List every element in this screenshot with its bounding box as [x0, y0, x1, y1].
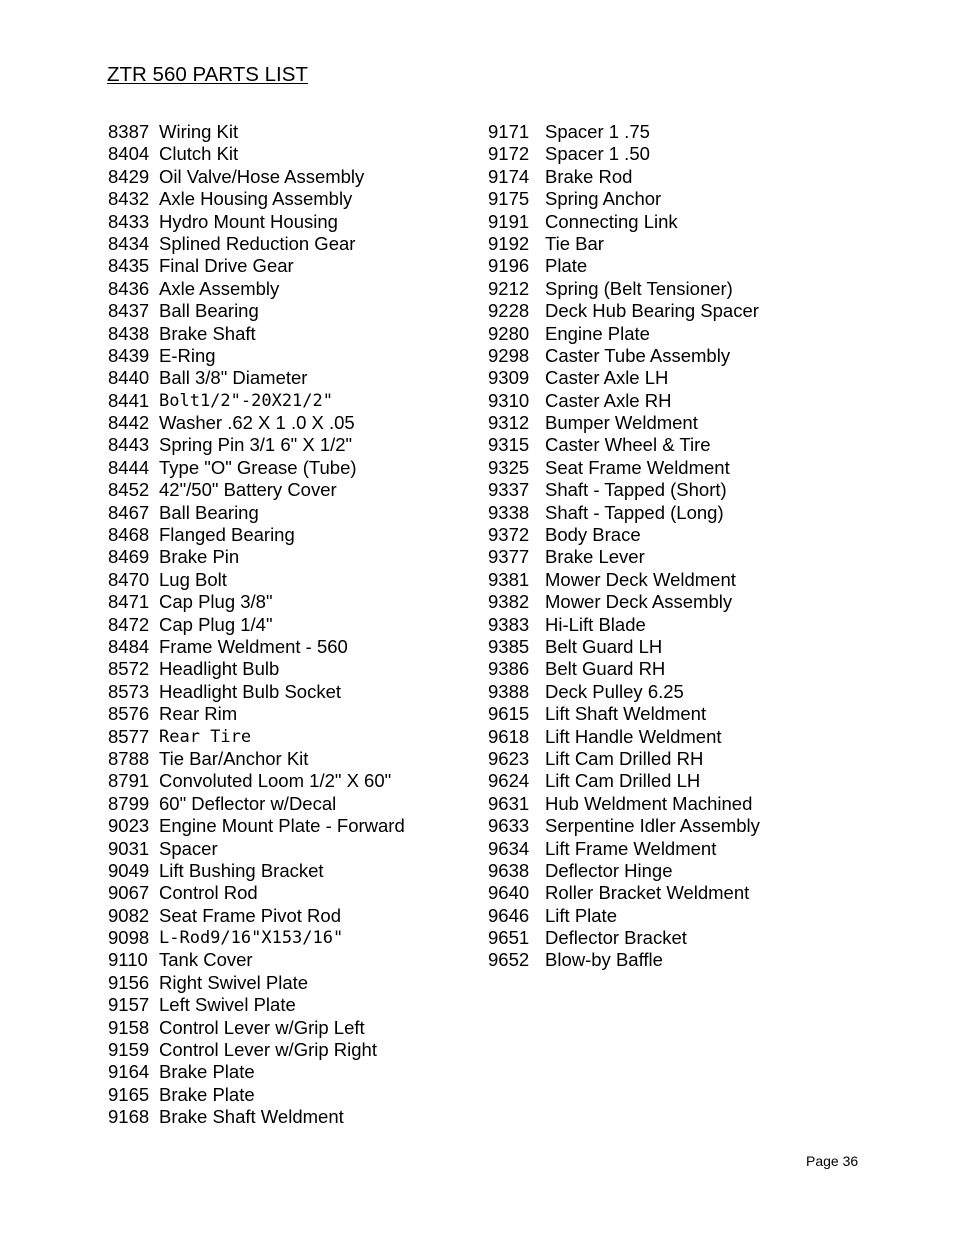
part-number: 8572 [108, 658, 150, 680]
part-number: 9280 [488, 322, 530, 344]
part-number: 8469 [108, 546, 150, 568]
part-row [108, 300, 405, 322]
part-row [108, 994, 405, 1016]
part-row [488, 748, 760, 770]
part-number: 8444 [108, 456, 150, 478]
part-row [108, 972, 405, 994]
part-number: 8433 [108, 210, 150, 232]
part-number: 9228 [488, 300, 530, 322]
part-row [108, 1106, 405, 1128]
part-row [108, 569, 405, 591]
part-row [488, 927, 760, 949]
part-number: 9158 [108, 1016, 150, 1038]
part-number: 9618 [488, 725, 530, 747]
part-description: 60" Deflector w/Decal [159, 792, 337, 814]
part-description: Control Lever w/Grip Right [159, 1039, 377, 1061]
part-row [108, 1017, 405, 1039]
part-row [108, 390, 405, 412]
part-description: Rear Rim [159, 703, 238, 725]
part-description: Bolt1/2"-20X21/2" [159, 390, 333, 411]
part-number: 8577 [108, 725, 150, 747]
part-number: 8440 [108, 367, 150, 389]
part-row [108, 793, 405, 815]
part-number: 9049 [108, 859, 150, 881]
part-number: 9623 [488, 747, 530, 769]
part-row [108, 166, 405, 188]
part-number: 9372 [488, 524, 530, 546]
part-number: 8438 [108, 322, 150, 344]
part-description: Shaft - Tapped (Long) [545, 501, 724, 523]
part-row [488, 681, 760, 703]
part-row [488, 569, 760, 591]
part-number: 8435 [108, 255, 150, 277]
part-description: Headlight Bulb Socket [159, 680, 342, 702]
part-description: Caster Wheel & Tire [545, 434, 711, 456]
part-description: Hub Weldment Machined [545, 792, 753, 814]
part-row [488, 591, 760, 613]
part-number: 9082 [108, 904, 150, 926]
part-number: 9381 [488, 568, 530, 590]
part-number: 9651 [488, 927, 530, 949]
part-number: 8470 [108, 568, 150, 590]
part-row [108, 927, 405, 949]
part-row [108, 658, 405, 680]
part-row [108, 905, 405, 927]
part-description: Oil Valve/Hose Assembly [159, 165, 365, 187]
part-number: 9310 [488, 389, 530, 411]
part-number: 9156 [108, 971, 150, 993]
part-row [108, 681, 405, 703]
part-number: 9624 [488, 770, 530, 792]
part-row [108, 457, 405, 479]
parts-list-right-column [488, 121, 760, 972]
part-number: 8429 [108, 165, 150, 187]
part-description: Roller Bracket Weldment [545, 882, 750, 904]
part-row [108, 524, 405, 546]
part-description: Spacer [159, 837, 218, 859]
part-description: Lift Cam Drilled RH [545, 747, 704, 769]
part-description: L-Rod9/16"X153/16" [159, 928, 344, 949]
part-number: 9631 [488, 792, 530, 814]
part-description: Mower Deck Weldment [545, 568, 736, 590]
part-number: 9646 [488, 904, 530, 926]
part-row [108, 770, 405, 792]
part-row [108, 882, 405, 904]
part-description: Hi-Lift Blade [545, 613, 646, 635]
part-number: 9652 [488, 949, 530, 971]
part-description: Tank Cover [159, 949, 253, 971]
part-row [488, 434, 760, 456]
part-row [108, 211, 405, 233]
part-row [488, 770, 760, 792]
part-row [488, 546, 760, 568]
part-row [488, 300, 760, 322]
part-row [488, 502, 760, 524]
part-number: 9315 [488, 434, 530, 456]
part-row [488, 479, 760, 501]
part-description: Bumper Weldment [545, 412, 698, 434]
part-row [108, 546, 405, 568]
part-number: 9165 [108, 1083, 150, 1105]
part-row [488, 658, 760, 680]
part-row [108, 1084, 405, 1106]
part-description: Brake Pin [159, 546, 240, 568]
part-number: 9382 [488, 591, 530, 613]
part-description: Belt Guard LH [545, 635, 663, 657]
part-row [108, 1061, 405, 1083]
part-description: Serpentine Idler Assembly [545, 815, 760, 837]
part-description: Spring Anchor [545, 188, 662, 210]
part-description: Frame Weldment - 560 [159, 635, 348, 657]
part-description: Seat Frame Weldment [545, 456, 730, 478]
part-number: 8439 [108, 344, 150, 366]
part-description: Spacer 1 .75 [545, 121, 650, 142]
part-description: Right Swivel Plate [159, 971, 309, 993]
part-row [108, 591, 405, 613]
part-number: 9171 [488, 121, 530, 142]
part-description: Mower Deck Assembly [545, 591, 733, 613]
part-number: 9638 [488, 859, 530, 881]
part-description: Body Brace [545, 524, 641, 546]
part-number: 9640 [488, 882, 530, 904]
part-description: Plate [545, 255, 588, 277]
part-row [108, 479, 405, 501]
part-number: 8573 [108, 680, 150, 702]
part-row [108, 748, 405, 770]
part-description: Shaft - Tapped (Short) [545, 479, 727, 501]
part-row [488, 882, 760, 904]
part-number: 8484 [108, 635, 150, 657]
part-description: Axle Assembly [159, 277, 280, 299]
part-row [108, 233, 405, 255]
part-number: 9159 [108, 1039, 150, 1061]
part-description: Final Drive Gear [159, 255, 294, 277]
part-number: 8437 [108, 300, 150, 322]
part-row [108, 412, 405, 434]
part-number: 8387 [108, 121, 150, 142]
part-description: Seat Frame Pivot Rod [159, 904, 341, 926]
part-description: Engine Mount Plate - Forward [159, 815, 405, 837]
part-description: Splined Reduction Gear [159, 232, 356, 254]
part-row [108, 255, 405, 277]
part-row [488, 278, 760, 300]
part-row [488, 815, 760, 837]
part-number: 8799 [108, 792, 150, 814]
part-row [488, 614, 760, 636]
part-row [488, 255, 760, 277]
part-description: Deflector Hinge [545, 859, 673, 881]
part-description: Blow-by Baffle [545, 949, 663, 971]
part-description: Lift Plate [545, 904, 617, 926]
part-number: 9634 [488, 837, 530, 859]
part-row [488, 345, 760, 367]
part-description: Rear Tire [159, 726, 252, 747]
part-row [488, 636, 760, 658]
part-description: Type "O" Grease (Tube) [159, 456, 357, 478]
part-number: 9309 [488, 367, 530, 389]
page-number: Page 36 [806, 1153, 859, 1169]
part-row [108, 949, 405, 971]
part-row [488, 367, 760, 389]
part-row [488, 211, 760, 233]
part-row [488, 905, 760, 927]
part-number: 8472 [108, 613, 150, 635]
part-number: 8468 [108, 524, 150, 546]
part-description: Ball Bearing [159, 300, 259, 322]
part-number: 9157 [108, 994, 150, 1016]
part-number: 8576 [108, 703, 150, 725]
part-row [108, 345, 405, 367]
part-description: Spring (Belt Tensioner) [545, 277, 733, 299]
part-description: Cap Plug 1/4" [159, 613, 273, 635]
part-number: 9067 [108, 882, 150, 904]
part-row [488, 143, 760, 165]
part-row [108, 636, 405, 658]
part-description: Caster Tube Assembly [545, 344, 731, 366]
part-description: Lift Handle Weldment [545, 725, 722, 747]
part-description: Control Rod [159, 882, 258, 904]
part-description: Convoluted Loom 1/2" X 60" [159, 770, 392, 792]
part-row [108, 1039, 405, 1061]
part-row [488, 390, 760, 412]
part-description: Cap Plug 3/8" [159, 591, 273, 613]
part-row [108, 121, 405, 143]
part-number: 9337 [488, 479, 530, 501]
part-row [488, 793, 760, 815]
page-title: ZTR 560 PARTS LIST [107, 63, 308, 86]
part-description: Ball 3/8" Diameter [159, 367, 308, 389]
part-description: Brake Shaft [159, 322, 256, 344]
part-row [488, 949, 760, 971]
part-description: Control Lever w/Grip Left [159, 1016, 365, 1038]
part-number: 8434 [108, 232, 150, 254]
part-number: 9385 [488, 635, 530, 657]
part-description: Headlight Bulb [159, 658, 280, 680]
part-row [488, 412, 760, 434]
part-number: 8404 [108, 143, 150, 165]
part-number: 8452 [108, 479, 150, 501]
part-number: 9615 [488, 703, 530, 725]
part-description: Connecting Link [545, 210, 678, 232]
part-row [108, 188, 405, 210]
part-description: Caster Axle RH [545, 389, 672, 411]
part-number: 8467 [108, 501, 150, 523]
part-number: 9383 [488, 613, 530, 635]
part-number: 9377 [488, 546, 530, 568]
part-row [108, 143, 405, 165]
part-description: Lift Cam Drilled LH [545, 770, 701, 792]
part-number: 9110 [108, 949, 148, 971]
part-description: 42"/50" Battery Cover [159, 479, 337, 501]
part-row [488, 524, 760, 546]
part-description: Deck Hub Bearing Spacer [545, 300, 759, 322]
part-description: Brake Lever [545, 546, 645, 568]
part-number: 9386 [488, 658, 530, 680]
part-description: Ball Bearing [159, 501, 259, 523]
part-row [108, 614, 405, 636]
part-row [488, 121, 760, 143]
part-description: Belt Guard RH [545, 658, 666, 680]
part-row [108, 703, 405, 725]
part-row [488, 188, 760, 210]
part-row [108, 860, 405, 882]
part-number: 8432 [108, 188, 150, 210]
part-row [108, 838, 405, 860]
part-number: 9168 [108, 1106, 150, 1128]
part-number: 9192 [488, 232, 530, 254]
part-description: Deck Pulley 6.25 [545, 680, 684, 702]
part-number: 8471 [108, 591, 150, 613]
part-description: Spacer 1 .50 [545, 143, 650, 165]
part-row [108, 815, 405, 837]
part-row [488, 457, 760, 479]
part-description: Left Swivel Plate [159, 994, 296, 1016]
part-description: Lift Shaft Weldment [545, 703, 707, 725]
part-row [108, 726, 405, 748]
part-number: 8442 [108, 412, 150, 434]
part-description: Brake Plate [159, 1061, 255, 1083]
part-number: 9325 [488, 456, 530, 478]
part-description: Clutch Kit [159, 143, 239, 165]
part-row [488, 703, 760, 725]
part-row [488, 233, 760, 255]
part-description: Lift Bushing Bracket [159, 859, 324, 881]
part-description: Washer .62 X 1 .0 X .05 [159, 412, 355, 434]
part-number: 9164 [108, 1061, 150, 1083]
part-description: Lug Bolt [159, 568, 227, 590]
part-description: Tie Bar [545, 232, 604, 254]
part-number: 9212 [488, 277, 530, 299]
part-row [108, 278, 405, 300]
part-number: 8788 [108, 747, 150, 769]
part-description: Tie Bar/Anchor Kit [159, 747, 309, 769]
part-description: Deflector Bracket [545, 927, 687, 949]
part-number: 9338 [488, 501, 530, 523]
part-row [488, 166, 760, 188]
part-row [108, 434, 405, 456]
parts-list-left-column [108, 121, 405, 1129]
part-description: Brake Rod [545, 165, 633, 187]
part-number: 9172 [488, 143, 530, 165]
part-row [488, 860, 760, 882]
part-description: Wiring Kit [159, 121, 239, 142]
part-number: 9174 [488, 165, 530, 187]
part-number: 8443 [108, 434, 150, 456]
part-number: 9175 [488, 188, 530, 210]
part-row [488, 323, 760, 345]
part-description: Hydro Mount Housing [159, 210, 338, 232]
part-number: 9191 [488, 210, 530, 232]
part-description: Caster Axle LH [545, 367, 669, 389]
part-description: Brake Plate [159, 1083, 255, 1105]
part-description: Spring Pin 3/1 6" X 1/2" [159, 434, 353, 456]
part-row [488, 838, 760, 860]
part-description: Flanged Bearing [159, 524, 295, 546]
part-number: 8436 [108, 277, 150, 299]
part-row [108, 323, 405, 345]
part-number: 9023 [108, 815, 150, 837]
part-number: 9098 [108, 927, 150, 949]
part-description: Brake Shaft Weldment [159, 1106, 344, 1128]
part-row [108, 502, 405, 524]
part-description: Lift Frame Weldment [545, 837, 717, 859]
part-number: 9312 [488, 412, 530, 434]
part-row [488, 726, 760, 748]
part-number: 8791 [108, 770, 150, 792]
part-number: 9031 [108, 837, 150, 859]
part-number: 9298 [488, 344, 530, 366]
part-number: 8441 [108, 389, 150, 411]
part-number: 9196 [488, 255, 530, 277]
part-description: Axle Housing Assembly [159, 188, 353, 210]
part-row [108, 367, 405, 389]
part-description: E-Ring [159, 344, 216, 366]
part-description: Engine Plate [545, 322, 650, 344]
part-number: 9388 [488, 680, 530, 702]
part-number: 9633 [488, 815, 530, 837]
